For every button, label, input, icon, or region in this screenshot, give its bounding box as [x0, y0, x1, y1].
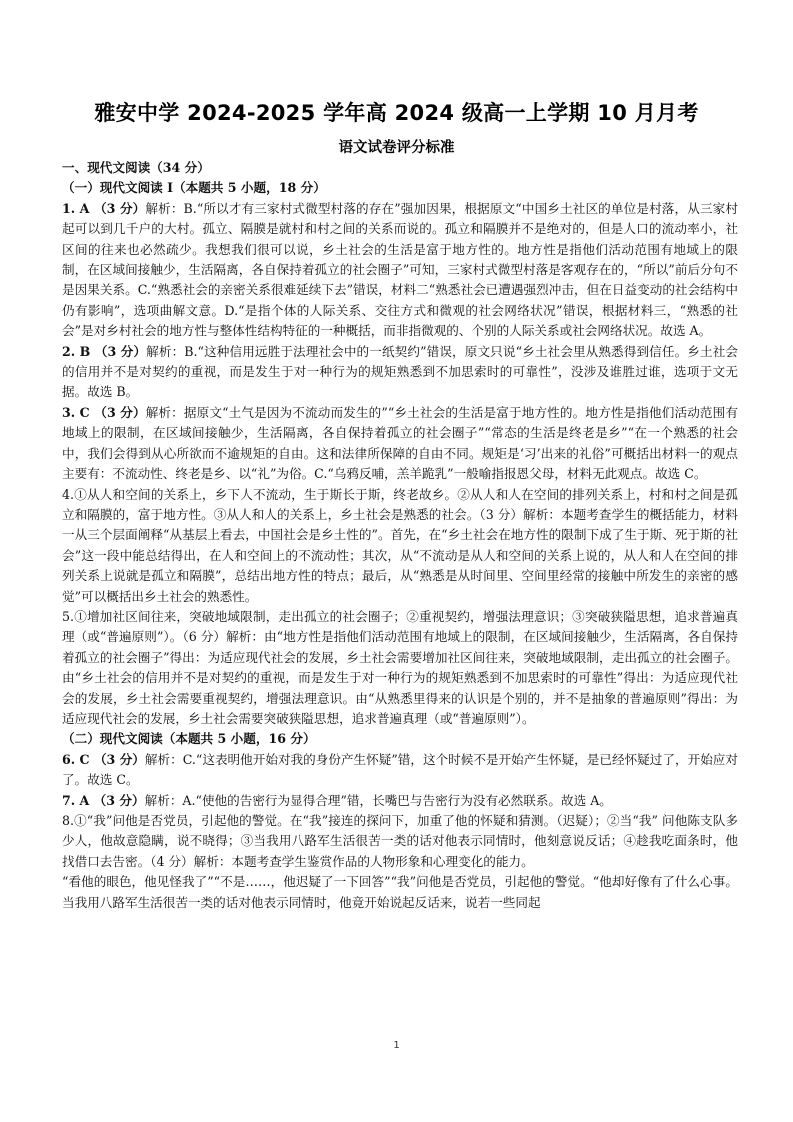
answer-label: 7. A （3 分）: [62, 792, 145, 808]
answer-text: 解析：B.“这种信用远胜于法理社会中的一纸契约”错误，原文只说“乡土社会里从熟悉得到信任。乡土社会的信用并不是对契约的重视，而是发生于对一种行为的规矩熟悉到不加思索时的可靠性”，没涉及谁胜过谁，选项于文无据。故选 B。: [62, 343, 738, 400]
answer-text: ①“我”问他是否党员，引起他的警觉。在“我”接连的探问下，加重了他的怀疑和猜测。（迟疑）；②当“我” 问他陈支队多少人，他故意隐瞒，说不晓得；③当我用八路军生活很苦一类的话对他表示同情时，他刻意说反话；④趁我吃面条时，他找借口去告密。（4 分）解析：本题考查学生鉴赏作品的人物形象和心理变化的能力。: [62, 813, 738, 869]
answer-item: [62, 750, 738, 791]
answer-item: [62, 485, 738, 607]
answer-label: 3. C （3 分）: [62, 404, 146, 420]
answer-continuation: “看他的眼色，他见怪我了”“不是……，他迟疑了一下回答”“我”问他是否党员，引起他的警觉。“他却好像有了什么心事。当我用八路军生活很苦一类的话对他表示同情时，他竟开始说起反话来，说若一些同起: [62, 874, 738, 910]
answer-content: [62, 158, 738, 913]
page-subtitle: 语文试卷评分标准: [338, 139, 455, 156]
answer-text: 解析：C.“这表明他开始对我的身份产生怀疑”错，这个时候不是开始产生怀疑，是已经怀疑过了，开始应对了。故选 C。: [62, 751, 738, 788]
answer-item: [62, 811, 738, 872]
answer-label: 1. A （3 分）: [62, 200, 146, 216]
answer-item: [62, 791, 738, 811]
answer-item: [62, 199, 738, 342]
answer-text: ①增加社区间往来，突破地域限制，走出孤立的社会圈子；②重视契约，增强法理意识；③突破狭隘思想，追求普遍真理（或“普遍原则”）。（6 分）解析：由“地方性是指他们活动范围有地域上的限制，在区域间接触少，生活隔离，各自保持着孤立的社会圈子”得出：为适应现代社会的发展，乡土社会需要增加社区间往来，突破地域限制，走出孤立的社会圈子。由“乡土社会的信用并不是对契约的重视，而是发生于对一种行为的规矩熟悉到不加思索时的可靠性”得出：为适应现代社会的发展，乡土社会需要重视契约，增强法理意识。由“从熟悉里得来的认识是个别的，并不是抽象的普遍原则”得出：为适应现代社会的发展，乡土社会需要突破狭隘思想，追求普遍真理（或“普遍原则”）。: [62, 608, 738, 726]
section-heading: 一、现代文阅读（34 分）: [62, 160, 210, 175]
answer-text: ①从人和空间的关系上，乡下人不流动，生于斯长于斯，终老故乡。②从人和人在空间的排列关系上，村和村之间是孤立和隔膜的，富于地方性。③从人和人的关系上，乡土社会是熟悉的社会。（3 分）解析：本题考查学生的概括能力，材料一从三个层面阐释“从基层上看去，中国社会是乡土性的”。首先，在“乡土社会在地方性的限制下成了生于斯、死于斯的社会”这一段中能总结得出，在人和空间上的不流动性；其次，从“不流动是从人和空间的关系上说的，从人和人在空间的排列关系上说就是孤立和隔膜”，总结出地方性的特点；最后，从“熟悉是从时间里、空间里经常的接触中所发生的亲密的感觉”可以概括出乡土社会的熟悉性。: [62, 486, 738, 604]
page-number: 1: [393, 1040, 400, 1051]
answer-label: 8.: [62, 813, 75, 828]
answer-text: 解析：B.“所以才有三家村式微型村落的存在”强加因果，根据原文“中国乡土社区的单位是村落，从三家村起可以到几千户的大村。孤立、隔膜是就村和村之间的关系而说的。孤立和隔膜并不是绝对的，但是人口的流动率小，社区间的往来也必然疏少。我想我们很可以说，乡土社会的生活是富于地方性的。地方性是指他们活动范围有地域上的限制，在区域间接触少，生活隔离，各自保持着孤立的社会圈子”可知，三家村式微型村落是客观存在的，“所以”前后分句不是因果关系。C.“熟悉社会的亲密关系很难延续下去”错误，材料二“熟悉社会已遭遇强烈冲击，但在日益变动的社会结构中仍有影响”，选项曲解文意。D.“是指个体的人际关系、交往方式和微观的社会网络状况”错误，根据材料三，“熟悉的社会”是对乡村社会的地方性与整体性结构特征的一种概括，而非指微观的、个别的人际关系或社会网络状况。故选 A。: [62, 200, 738, 339]
part-heading: （二）现代文阅读（本题共 5 小题，16 分）: [62, 731, 316, 747]
answer-label: 2. B （3 分）: [62, 343, 147, 359]
answer-text: 解析：据原文“土气是因为不流动而发生的”“乡土社会的生活是富于地方性的。地方性是指他们活动范围有地域上的限制，在区域间接触少，生活隔离，各自保持着孤立的社会圈子”“常态的生活是终老是乡”“在一个熟悉的社会中，我们会得到从心所欲而不逾规矩的自由。这和法律所保障的自由不同。规矩是‘习’出来的礼俗”可概括出材料一的观点主要有：不流动性、终老是乡、以“礼”为俗。C.“乌鸦反哺，羔羊跪乳”一般喻指报恩父母，材料无此观点。故选 C。: [62, 404, 738, 482]
answer-item: [62, 342, 738, 403]
page-title: 雅安中学 2024-2025 学年高 2024 级高一上学期 10 月月考: [94, 101, 699, 125]
answer-item: [62, 607, 738, 729]
part-heading: （一）现代文阅读 I（本题共 5 小题，18 分）: [62, 180, 326, 196]
answer-label: 6. C （3 分）: [62, 751, 145, 767]
answer-label: 4.: [62, 486, 75, 502]
answer-label: 5.: [62, 608, 75, 624]
answer-item: [62, 403, 738, 485]
answer-text: 解析：A.“使他的告密行为显得合理”错，长嘴巴与告密行为没有必然联系。故选 A。: [144, 792, 612, 808]
